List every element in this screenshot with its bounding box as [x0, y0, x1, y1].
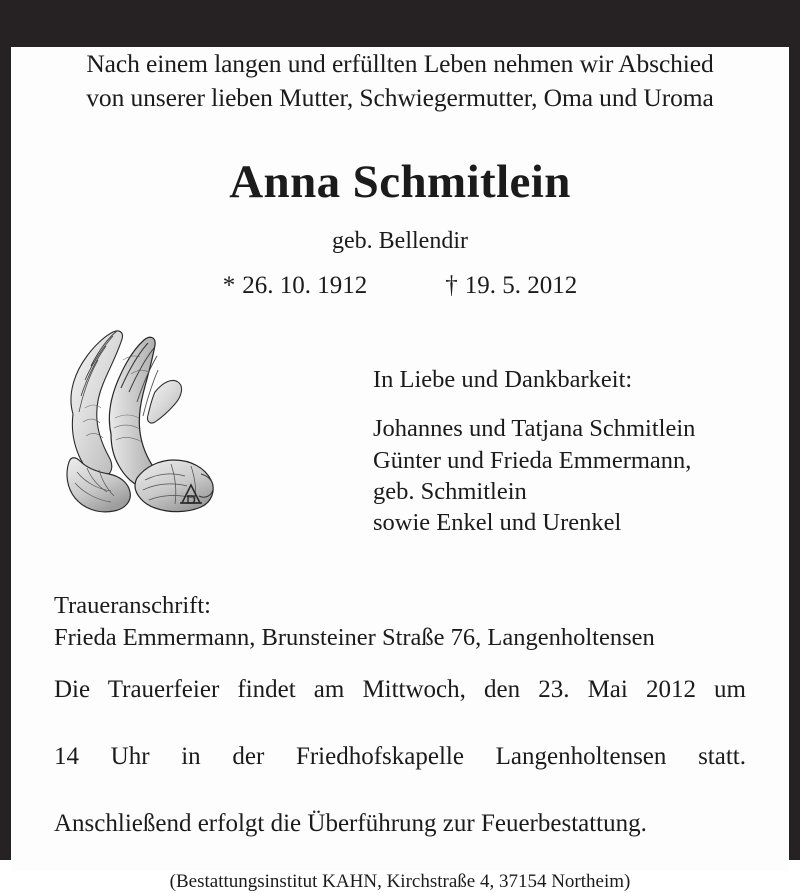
deceased-name: Anna Schmitlein [229, 156, 571, 209]
notice-sheet [11, 47, 789, 892]
family-member: Günter und Frieda Emmermann, [373, 446, 692, 474]
family-member: geb. Schmitlein [373, 477, 527, 505]
mourning-address-label: Traueranschrift: [54, 592, 211, 620]
dagger-cross-icon: † [445, 272, 458, 300]
family-heading: In Liebe und Dankbarkeit: [373, 366, 633, 394]
death-date: 19. 5. 2012 [464, 272, 578, 300]
family-block [373, 364, 695, 538]
intro-line-1: Nach einem langen und erfüllten Leben nehmen wir Abschied [86, 49, 714, 78]
family-members [373, 413, 695, 537]
death-date-group [445, 272, 577, 300]
service-line-2: 14 Uhr in der Friedhofskapelle Langenholtensen statt. [54, 743, 746, 770]
praying-hands-icon [51, 322, 226, 522]
mourning-address-block [11, 590, 789, 654]
maiden-name: geb. Bellendir [332, 228, 468, 255]
intro-line-2: von unserer lieben Mutter, Schwiegermutter, Oma und Uroma [86, 82, 714, 112]
mourning-address-value: Frieda Emmermann, Brunsteiner Straße 76, Langenholtensen [54, 624, 655, 652]
service-line-1: Die Trauerfeier findet am Mittwoch, den 23. Mai 2012 um [54, 676, 746, 703]
funeral-service-block [11, 673, 789, 841]
birth-date: 26. 10. 1912 [242, 272, 368, 300]
birth-date-group [223, 272, 368, 300]
life-dates [11, 272, 789, 300]
intro-text [11, 47, 789, 114]
family-member: Johannes und Tatjana Schmitlein [373, 415, 696, 443]
family-member: sowie Enkel und Urenkel [373, 508, 622, 536]
birth-star-icon: * [222, 272, 236, 300]
service-line-3: Anschließend erfolgt die Überführung zur Feuerbestattung. [54, 810, 647, 837]
funeral-home-credit: (Bestattungsinstitut KAHN, Kirchstraße 4, 37154 Northeim) [169, 870, 631, 892]
middle-section [11, 322, 789, 534]
